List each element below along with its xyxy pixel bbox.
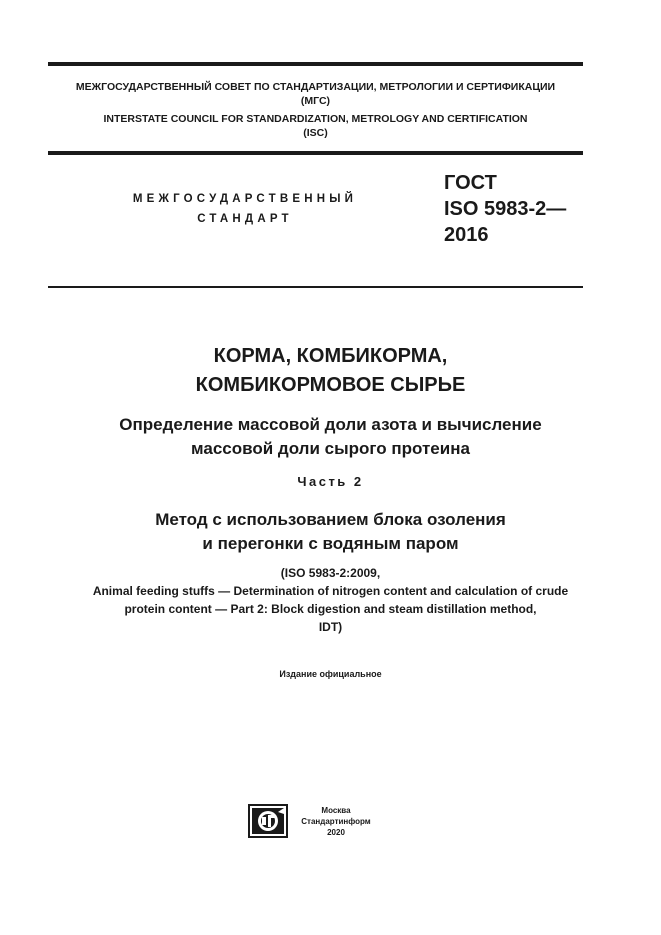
publisher-text [300,805,372,838]
standard-kind-line2: СТАНДАРТ [197,213,293,225]
publisher-name: Стандартинформ [301,816,371,826]
publisher-year: 2020 [327,827,345,837]
title-main-line1: КОРМА, КОМБИКОРМА, [213,345,448,367]
edition-note: Издание официальное [279,669,382,679]
title-sub-line1: Определение массовой доли азота и вычисление [119,415,542,434]
iso-ref-line1: (ISO 5983-2:2009, [280,566,381,580]
top-rule [48,62,583,66]
page-title [40,342,621,400]
publisher-city: Москва [321,805,351,815]
page-subtitle [40,413,621,461]
iso-ref-line4: IDT) [318,620,343,634]
council-name-ru: МЕЖГОСУДАРСТВЕННЫЙ СОВЕТ ПО СТАНДАРТИЗАЦИИ, МЕТРОЛОГИИ И СЕРТИФИКАЦИИ [75,81,556,93]
standartinform-logo-icon [248,804,288,838]
designation-year: 2016 [444,224,489,246]
header-rule [48,286,583,288]
iso-ref-line2: Animal feeding stuffs — Determination of nitrogen content and calculation of crude [92,584,569,598]
council-rule [48,151,583,155]
method-line2: и перегонки с водяным паром [202,534,459,553]
publisher-block [248,804,372,838]
council-abbr-en: (ISC) [303,127,328,139]
council-name-en: INTERSTATE COUNCIL FOR STANDARDIZATION, METROLOGY AND CERTIFICATION [103,113,528,125]
method-line1: Метод с использованием блока озоления [155,510,506,529]
iso-reference [30,564,631,636]
standard-kind-line1: МЕЖГОСУДАРСТВЕННЫЙ [132,193,358,205]
designation-gost: ГОСТ [444,172,497,194]
title-sub-line2: массовой доли сырого протеина [191,439,470,458]
title-main-line2: КОМБИКОРМОВОЕ СЫРЬЕ [195,374,466,396]
standard-designation [444,170,566,248]
method-title [40,508,621,556]
council-abbr-ru: (МГС) [300,95,331,107]
iso-ref-line3: protein content — Part 2: Block digestion and steam distillation method, [124,602,537,616]
designation-number: ISO 5983-2— [444,198,567,220]
part-number: Часть 2 [297,474,364,489]
